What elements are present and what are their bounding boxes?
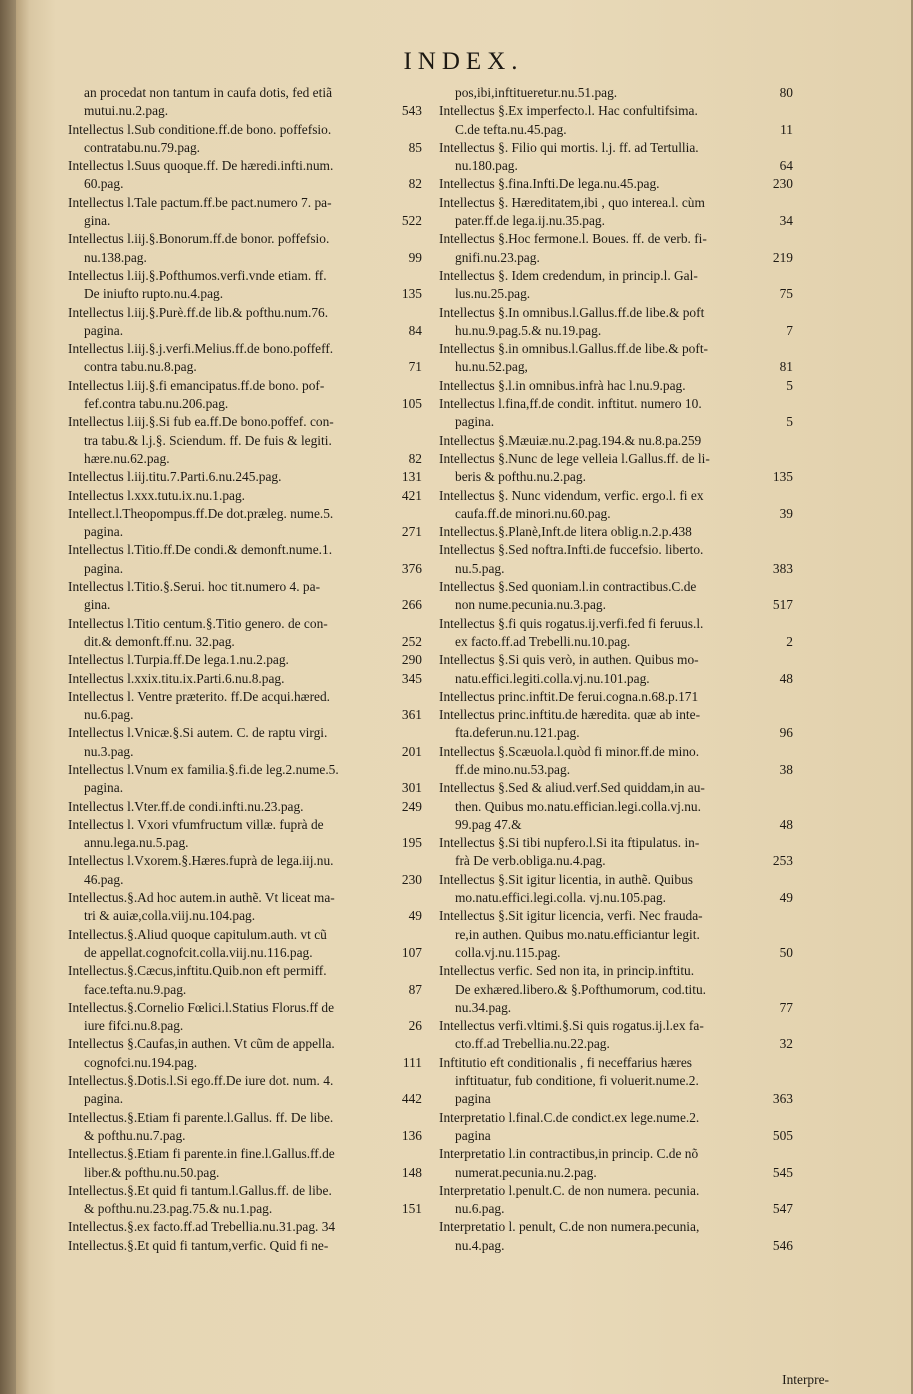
book-page <box>16 0 911 1394</box>
index-entry <box>68 468 424 486</box>
index-entry <box>68 340 424 377</box>
index-entry <box>68 377 424 414</box>
page-reference: 290 <box>401 652 422 668</box>
entry-text: Interpretatio l.in contractibus,in princip. C.de nõ <box>439 1146 699 1162</box>
index-entry <box>439 688 795 706</box>
page-reference: 85 <box>408 139 422 155</box>
page-reference: 376 <box>401 560 422 576</box>
index-entry <box>68 724 424 761</box>
entry-text: iure fifci.nu.8.pag. <box>84 1018 184 1034</box>
index-entry <box>68 1145 424 1182</box>
entry-text: Intellectus l.iij.§.Pofthumos.verfi.vnde etiam. ff. <box>68 267 327 283</box>
index-entry <box>439 1182 795 1219</box>
index-entry <box>68 688 424 725</box>
entry-text: Intellectus.§.Ad hoc autem.in authẽ. Vt liceat ma- <box>68 890 335 906</box>
page-reference: 517 <box>772 597 793 613</box>
index-entry <box>439 230 795 267</box>
page-reference: 301 <box>401 780 422 796</box>
entry-text: Interpretatio l.penult.C. de non numera. pecunia. <box>439 1182 700 1198</box>
entry-text: Intellectus l.xxix.titu.ix.Parti.6.nu.8.pag. <box>68 670 285 686</box>
entry-text: Intellectus.§.Etiam fi parente.l.Gallus. ff. De libe. <box>68 1109 334 1125</box>
page-reference: 361 <box>401 707 422 723</box>
entry-text: pagina. <box>84 1091 124 1107</box>
entry-text: contratabu.nu.79.pag. <box>84 139 201 155</box>
page-reference: 546 <box>772 1237 793 1253</box>
entry-text: De exhæred.libero.& §.Pofthumorum, cod.titu. <box>455 981 707 997</box>
page-reference: 545 <box>772 1164 793 1180</box>
index-entry <box>439 487 795 524</box>
page-reference: 80 <box>779 85 793 100</box>
index-entry <box>439 779 795 834</box>
index-entry <box>68 487 424 505</box>
entry-text: Intellectus §.Caufas,in authen. Vt cũm de appella. <box>68 1036 335 1052</box>
entry-text: Intellectus l. Ventre præterito. ff.De acqui.hæred. <box>68 688 331 704</box>
entry-text: Intellectus l.iij.§.Si fub ea.ff.De bono.poffef. con- <box>68 414 334 430</box>
entry-text: mutui.nu.2.pag. <box>84 103 169 119</box>
entry-text: pagina. <box>84 322 124 338</box>
page-reference: 522 <box>401 213 422 229</box>
index-entry <box>68 304 424 341</box>
page-reference: 64 <box>779 158 793 174</box>
index-entry <box>439 1054 795 1109</box>
entry-text: lus.nu.25.pag. <box>455 286 531 302</box>
index-entry <box>439 1145 795 1182</box>
page-reference: 136 <box>401 1127 422 1143</box>
entry-text: Intellectus l.iij.§.fi emancipatus.ff.de bono. pof- <box>68 377 325 393</box>
entry-text: pagina. <box>84 780 124 796</box>
entry-text: Intellectus.§.Etiam fi parente.in fine.l.Gallus.ff.de <box>68 1146 335 1162</box>
index-entry <box>68 578 424 615</box>
entry-text: Intellectus l.Vter.ff.de condi.infti.nu.23.pag. <box>68 798 304 814</box>
entry-text: re,in authen. Quibus mo.natu.efficiantur legit. <box>455 926 700 942</box>
page-reference: 253 <box>772 853 793 869</box>
page-reference: 148 <box>401 1164 422 1180</box>
entry-text: Interpretatio l. penult, C.de non numera.pecunia, <box>439 1219 700 1235</box>
entry-text: nu.5.pag. <box>455 560 505 576</box>
index-entry <box>439 432 795 450</box>
entry-text: Intellectus §.fina.Infti.De lega.nu.45.pag. <box>439 176 660 192</box>
entry-text: natu.effici.legiti.colla.vj.nu.101.pag. <box>455 670 650 686</box>
entry-text: nu.4.pag. <box>455 1237 505 1253</box>
page-reference: 77 <box>779 999 793 1015</box>
entry-text: Intellectus §. Filio qui mortis. l.j. ff. ad Tertullia. <box>439 139 699 155</box>
entry-text: nu.6.pag. <box>455 1201 505 1217</box>
page-reference: 99 <box>408 249 422 265</box>
entry-text: Intellectus §.Ex imperfecto.l. Hac confultifsima. <box>439 103 698 119</box>
index-entry <box>439 84 795 102</box>
entry-text: contra tabu.nu.8.pag. <box>84 359 197 375</box>
index-entry <box>439 450 795 487</box>
page-reference: 219 <box>772 249 793 265</box>
page-reference: 230 <box>772 176 793 192</box>
entry-text: mo.natu.effici.legi.colla. vj.nu.105.pag. <box>455 890 666 906</box>
entry-text: ex facto.ff.ad Trebelli.nu.10.pag. <box>455 633 631 649</box>
entry-text: liber.& pofthu.nu.50.pag. <box>84 1164 220 1180</box>
entry-text: Intellectus §.Mæuiæ.nu.2.pag.194.& nu.8.pa.259 <box>439 432 702 448</box>
page-reference: 5 <box>786 414 793 430</box>
index-entry <box>68 1237 424 1255</box>
index-entry <box>68 1035 424 1072</box>
index-entry <box>68 413 424 468</box>
index-entry <box>439 395 795 432</box>
page-reference: 81 <box>779 359 793 375</box>
entry-text: 99.pag 47.& <box>455 816 522 832</box>
entry-text: gnifi.nu.23.pag. <box>455 249 540 265</box>
index-entry <box>68 157 424 194</box>
catchword: Interpre- <box>782 1372 829 1387</box>
entry-text: Intellectus §.in omnibus.l.Gallus.ff.de libe.& poft- <box>439 341 709 357</box>
index-entry <box>439 541 795 578</box>
entry-text: Intellectus princ.inftit.De ferui.cogna.n.68.p.171 <box>439 688 699 704</box>
entry-text: frà De verb.obliga.nu.4.pag. <box>455 853 606 869</box>
entry-text: tri & auiæ,colla.viij.nu.104.pag. <box>84 908 256 924</box>
index-entry <box>439 523 795 541</box>
page-reference: 201 <box>401 743 422 759</box>
entry-text: Intellectus §.Hoc fermone.l. Boues. ff. de verb. fi- <box>439 231 707 247</box>
index-entry <box>68 798 424 816</box>
index-entry <box>439 267 795 304</box>
page-reference: 38 <box>779 761 793 777</box>
index-entry <box>68 230 424 267</box>
page-reference: 11 <box>780 121 793 137</box>
page-reference: 48 <box>779 816 793 832</box>
page-reference: 363 <box>772 1091 793 1107</box>
page-reference: 82 <box>408 450 422 466</box>
index-entry <box>439 102 795 139</box>
entry-text: Intellectus.§.Et quid fi tantum,verfic. Quid fi ne- <box>68 1237 329 1253</box>
page-reference: 266 <box>401 597 422 613</box>
entry-text: pagina. <box>84 524 124 540</box>
entry-text: nu.180.pag. <box>455 158 518 174</box>
page-reference: 252 <box>401 633 422 649</box>
entry-text: colla.vj.nu.115.pag. <box>455 944 561 960</box>
entry-text: Intellectus §.Scæuola.l.quòd fi minor.ff.de mino. <box>439 743 700 759</box>
entry-text: inftituatur, fub conditione, fi voluerit.nume.2. <box>455 1073 699 1089</box>
index-entry <box>68 1218 424 1236</box>
entry-text: pagina. <box>84 560 124 576</box>
page-reference: 345 <box>401 670 422 686</box>
page-reference: 84 <box>408 322 422 338</box>
entry-text: pagina <box>455 1091 491 1107</box>
entry-text: cto.ff.ad Trebellia.nu.22.pag. <box>455 1036 610 1052</box>
index-entry <box>68 615 424 652</box>
index-entry <box>68 889 424 926</box>
index-entry <box>68 267 424 304</box>
entry-text: Intellectus l.iij.§.j.verfi.Melius.ff.de bono.poffeff. <box>68 341 334 357</box>
entry-text: numerat.pecunia.nu.2.pag. <box>455 1164 597 1180</box>
entry-text: Intellectus §. Hæreditatem,ibi , quo interea.l. cùm <box>439 194 705 210</box>
index-entry <box>439 175 795 193</box>
entry-text: Intellectus §. Nunc videndum, verfic. ergo.l. fi ex <box>439 487 704 503</box>
index-entry <box>68 121 424 158</box>
entry-text: fta.deferun.nu.121.pag. <box>455 725 580 741</box>
entry-text: caufa.ff.de minori.nu.60.pag. <box>455 505 611 521</box>
page-reference: 230 <box>401 871 422 887</box>
index-entry <box>439 139 795 176</box>
entry-text: hu.nu.52.pag, <box>455 359 528 375</box>
entry-text: Intellectus l.Turpia.ff.De lega.1.nu.2.pag. <box>68 652 289 668</box>
page-reference: 105 <box>401 396 422 412</box>
index-entry <box>439 743 795 780</box>
book-gutter-shadow <box>0 0 16 1394</box>
entry-text: annu.lega.nu.5.pag. <box>84 835 189 851</box>
page-reference: 421 <box>401 487 422 503</box>
entry-text: then. Quibus mo.natu.effician.legi.colla.vj.nu. <box>455 798 701 814</box>
entry-text: Intellectus.§.Dotis.l.Si ego.ff.De iure dot. num. 4. <box>68 1073 334 1089</box>
index-entry <box>439 907 795 962</box>
index-entry <box>68 84 424 121</box>
page-reference: 543 <box>401 103 422 119</box>
index-entry <box>439 1218 795 1255</box>
page-reference: 2 <box>786 633 793 649</box>
index-entry <box>439 871 795 908</box>
index-entry <box>68 194 424 231</box>
entry-text: dit.& demonft.ff.nu. 32.pag. <box>84 633 235 649</box>
entry-text: Intellectus l. Vxori vfumfructum villæ. fuprà de <box>68 816 324 832</box>
page-reference: 107 <box>401 944 422 960</box>
entry-text: Intellectus l.Sub conditione.ff.de bono. poffefsio. <box>68 121 332 137</box>
index-entry <box>68 541 424 578</box>
page-reference: 195 <box>401 835 422 851</box>
index-entry <box>439 1109 795 1146</box>
index-entry <box>68 962 424 999</box>
entry-text: hu.nu.9.pag.5.& nu.19.pag. <box>455 322 602 338</box>
page-reference: 547 <box>772 1201 793 1217</box>
entry-text: Intellectus l.Suus quoque.ff. De hæredi.infti.num. <box>68 158 334 174</box>
index-entry <box>68 852 424 889</box>
index-entry <box>68 816 424 853</box>
entry-text: Intellectus.§.Aliud quoque capitulum.auth. vt cũ <box>68 926 327 942</box>
index-entry <box>439 194 795 231</box>
page-reference: 32 <box>779 1036 793 1052</box>
page-reference: 82 <box>408 176 422 192</box>
page-reference: 135 <box>772 469 793 485</box>
page-reference: 87 <box>408 981 422 997</box>
index-entry <box>68 670 424 688</box>
page-reference: 131 <box>401 469 422 485</box>
entry-text: 60.pag. <box>84 176 124 192</box>
page-reference: 49 <box>408 908 422 924</box>
index-column-left <box>68 84 424 1255</box>
entry-text: Intellectus.§.Planè,Inft.de litera oblig.n.2.p.438 <box>439 524 692 540</box>
entry-text: face.tefta.nu.9.pag. <box>84 981 187 997</box>
entry-text: de appellat.cognofcit.colla.viij.nu.116.pag. <box>84 944 313 960</box>
entry-text: Inftitutio eft conditionalis , fi neceffarius hæres <box>439 1054 692 1070</box>
index-entry <box>68 651 424 669</box>
index-entry <box>68 761 424 798</box>
index-entry <box>68 1072 424 1109</box>
page-reference: 383 <box>772 560 793 576</box>
page-reference: 249 <box>401 798 422 814</box>
entry-text: cognofci.nu.194.pag. <box>84 1054 198 1070</box>
index-entry <box>68 1182 424 1219</box>
entry-text: 46.pag. <box>84 871 124 887</box>
entry-text: Intellectus §.In omnibus.l.Gallus.ff.de libe.& poft <box>439 304 705 320</box>
entry-text: Intellectus §. Idem credendum, in princip.l. Gal- <box>439 267 698 283</box>
entry-text: Intellectus l.iij.§.Purè.ff.de lib.& pofthu.num.76. <box>68 304 329 320</box>
page-reference: 75 <box>779 286 793 302</box>
index-entry <box>439 304 795 341</box>
entry-text: Intellectus l.Vnum ex familia.§.fi.de leg.2.nume.5. <box>68 761 339 777</box>
entry-text: Intellectus §.fi quis rogatus.ij.verfi.fed fi feruus.l. <box>439 615 704 631</box>
index-entry <box>439 377 795 395</box>
entry-text: Intellectus.§.Et quid fi tantum.l.Gallus.ff. de libe. <box>68 1182 332 1198</box>
entry-text: nu.3.pag. <box>84 743 134 759</box>
page-reference: 151 <box>401 1201 422 1217</box>
entry-text: non nume.pecunia.nu.3.pag. <box>455 597 606 613</box>
index-entry <box>439 706 795 743</box>
page-reference: 49 <box>779 890 793 906</box>
entry-text: gina. <box>84 597 111 613</box>
entry-text: Intellectus §.Si tibi nupfero.l.Si ita ftipulatus. in- <box>439 835 700 851</box>
entry-text: pos,ibi,inftitueretur.nu.51.pag. <box>455 85 618 100</box>
entry-text: De iniufto rupto.nu.4.pag. <box>84 286 224 302</box>
entry-text: nu.34.pag. <box>455 999 512 1015</box>
entry-text: Intellectus l.xxx.tutu.ix.nu.1.pag. <box>68 487 246 503</box>
entry-text: Intellectus verfi.vltimi.§.Si quis rogatus.ij.l.ex fa- <box>439 1018 704 1034</box>
page-reference: 7 <box>786 322 793 338</box>
entry-text: Intellectus l.Titio.ff.De condi.& demonft.nume.1. <box>68 542 333 558</box>
page-reference: 135 <box>401 286 422 302</box>
entry-text: Intellectus §.l.in omnibus.infrà hac l.nu.9.pag. <box>439 377 686 393</box>
page-reference: 50 <box>779 944 793 960</box>
page-reference: 39 <box>779 505 793 521</box>
entry-text: fef.contra tabu.nu.206.pag. <box>84 396 229 412</box>
entry-text: Interpretatio l.final.C.de condict.ex lege.nume.2. <box>439 1109 700 1125</box>
entry-text: hære.nu.62.pag. <box>84 450 170 466</box>
entry-text: Intellectus l.Titio centum.§.Titio genero. de con- <box>68 615 328 631</box>
entry-text: Intellectus l.Tale pactum.ff.be pact.numero 7. pa- <box>68 194 332 210</box>
page-reference: 5 <box>786 377 793 393</box>
page-reference: 442 <box>401 1091 422 1107</box>
entry-text: pagina <box>455 1127 491 1143</box>
entry-text: Intellectus §.Sed noftra.Infti.de fuccefsio. liberto. <box>439 542 704 558</box>
entry-text: Intellectus l.Titio.§.Serui. hoc tit.numero 4. pa- <box>68 579 321 595</box>
index-entry <box>68 999 424 1036</box>
entry-text: & pofthu.nu.7.pag. <box>84 1127 186 1143</box>
entry-text: tra tabu.& l.j.§. Sciendum. ff. De fuis & legiti. <box>84 432 332 448</box>
index-entry <box>439 962 795 1017</box>
page-reference: 96 <box>779 725 793 741</box>
entry-text: an procedat non tantum in caufa dotis, fed etiã <box>84 85 333 100</box>
entry-text: Intellectus l.iij.titu.7.Parti.6.nu.245.pag. <box>68 469 282 485</box>
index-entry <box>439 834 795 871</box>
entry-text: pater.ff.de lega.ij.nu.35.pag. <box>455 213 605 229</box>
page-reference: 111 <box>402 1054 422 1070</box>
index-entry <box>68 926 424 963</box>
index-column-right <box>439 84 795 1255</box>
index-entry <box>439 615 795 652</box>
index-entry <box>439 1017 795 1054</box>
page-reference: 71 <box>408 359 422 375</box>
entry-text: Intellectus §.Sed quoniam.l.in contractibus.C.de <box>439 579 697 595</box>
entry-text: pagina. <box>455 414 495 430</box>
index-entry <box>68 1109 424 1146</box>
entry-text: Intellectus l.Vxorem.§.Hæres.fuprà de lega.iij.nu. <box>68 853 334 869</box>
entry-text: & pofthu.nu.23.pag.75.& nu.1.pag. <box>84 1201 273 1217</box>
entry-text: Intellectus §.Sit igitur licentia, in authẽ. Quibus <box>439 871 694 887</box>
page-reference: 505 <box>772 1127 793 1143</box>
entry-text: Intellectus l.Vnicæ.§.Si autem. C. de raptu virgi. <box>68 725 328 741</box>
entry-text: Intellectus §.Sed & aliud.verf.Sed quiddam,in au- <box>439 780 705 796</box>
page-reference: 34 <box>779 213 793 229</box>
index-entry <box>439 578 795 615</box>
entry-text: Intellectus.§.ex facto.ff.ad Trebellia.nu.31.pag. 34 <box>68 1219 336 1235</box>
entry-text: Intellectus verfic. Sed non ita, in princip.inftitu. <box>439 963 695 979</box>
entry-text: Intellectus.§.Cornelio Fœlici.l.Statius Florus.ff de <box>68 999 335 1015</box>
index-entry <box>68 505 424 542</box>
entry-text: Intellectus §.Nunc de lege velleia l.Gallus.ff. de li- <box>439 450 710 466</box>
entry-text: gina. <box>84 213 111 229</box>
entry-text: Intellectus.§.Cæcus,inftitu.Quib.non eft permiff. <box>68 963 327 979</box>
entry-text: nu.138.pag. <box>84 249 147 265</box>
index-entry <box>439 651 795 688</box>
entry-text: ff.de mino.nu.53.pag. <box>455 761 571 777</box>
entry-text: Intellect.l.Theopompus.ff.De dot.præleg. nume.5. <box>68 505 334 521</box>
entry-text: beris & pofthu.nu.2.pag. <box>455 469 586 485</box>
page-reference: 26 <box>408 1018 422 1034</box>
entry-text: Intellectus §.Si quis verò, in authen. Quibus mo- <box>439 652 699 668</box>
page-reference: 48 <box>779 670 793 686</box>
page-header: INDEX. <box>403 48 524 75</box>
entry-text: nu.6.pag. <box>84 707 134 723</box>
entry-text: Intellectus princ.inftitu.de hæredita. quæ ab inte- <box>439 707 701 723</box>
index-entry <box>439 340 795 377</box>
entry-text: Intellectus §.Sit igitur licencia, verfi. Nec frauda- <box>439 908 703 924</box>
entry-text: Intellectus l.fina,ff.de condit. inftitut. numero 10. <box>439 396 702 412</box>
entry-text: Intellectus l.iij.§.Bonorum.ff.de bonor. poffefsio. <box>68 231 330 247</box>
page-reference: 271 <box>401 524 422 540</box>
entry-text: C.de tefta.nu.45.pag. <box>455 121 567 137</box>
